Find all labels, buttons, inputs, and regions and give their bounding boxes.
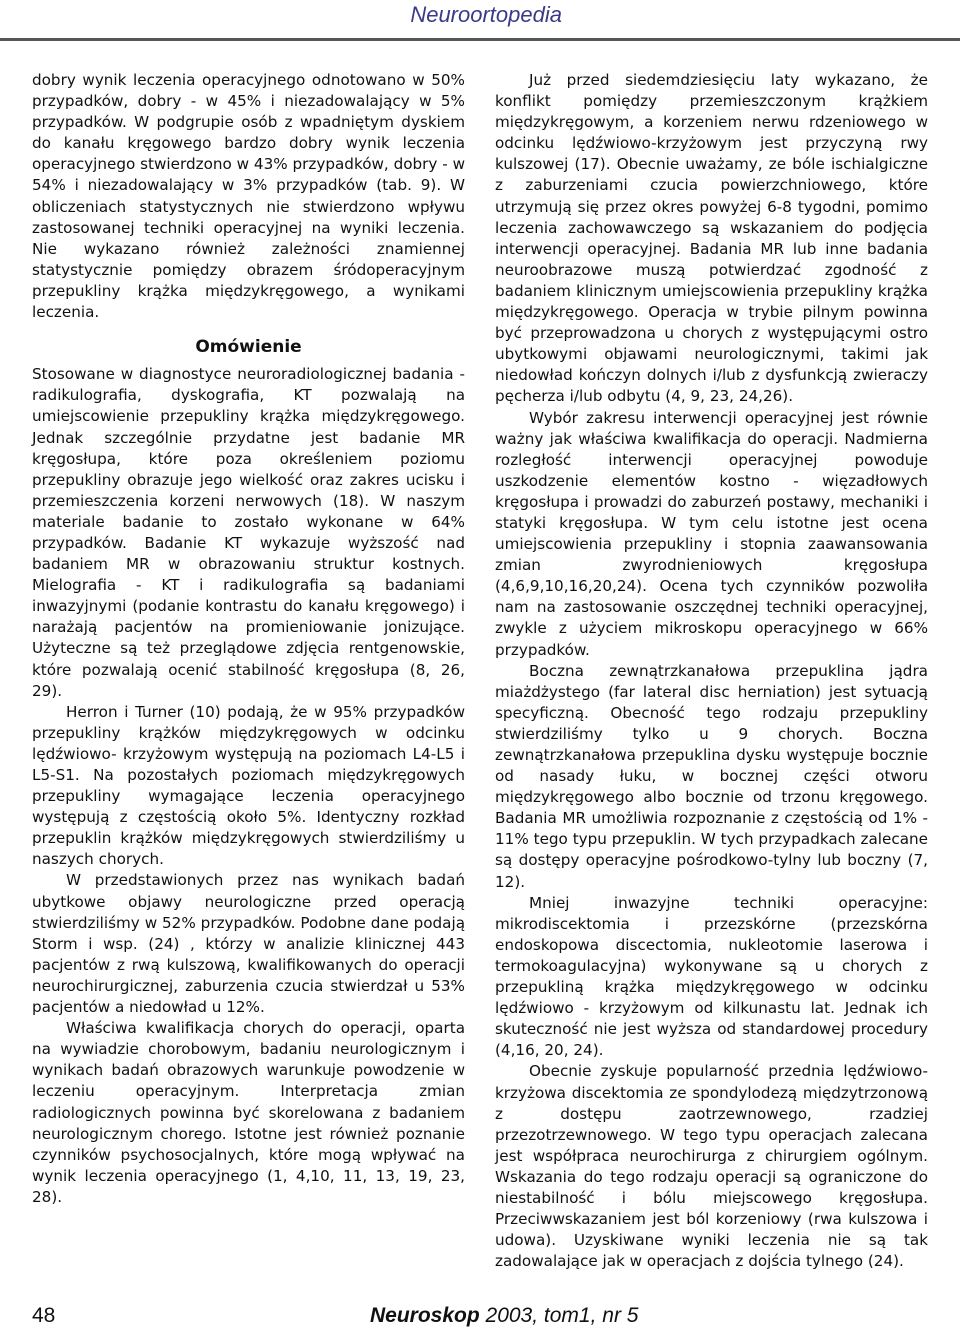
left-paragraph-1: dobry wynik leczenia operacyjnego odnotowano w 50% przypadków, dobry - w 45% i niezadowalający w 5% przypadków. W podgrupie osób z wpadniętym dyskiem do kanału kręgowego bardzo dobry wynik leczenia operacyjnego stwierdzono w 43% przypadków, dobry - w 54% i niezadowalający w 3% przypadków (tab. 9). W obliczeniach statystycznych nie stwierdzono wpływu zastosowanej techniki operacyjnej na wyniki leczenia. Nie wykazano również zależności znamiennej statystycznie pomiędzy obrazem śródoperacyjnym przepukliny krążka międzykręgowego, a wynikami leczenia. (32, 71, 465, 322)
left-paragraph-2: Stosowane w diagnostyce neuroradiologicznej badania - radikulografia, dyskografia, KT pozwalają na umiejscowienie przepukliny krążka międzykręgowego. Jednak szczególnie przydatne jest badanie MR kręgosłupa, które poza określeniem poziomu przepukliny obrazuje jego wielkość oraz zakres ucisku i przemieszczenia korzeni nerwowych (18). W naszym materiale badanie to zostało wykonane w 64% przypadków. Badanie KT wykazuje wyższość nad badaniem MR w obrazowaniu struktur kostnych. Mielografia - KT i radikulografia są badaniami inwazyjnymi (podanie kontrastu do kanału kręgowego) i narażają pacjentów na promieniowanie jonizujące. Użyteczne są też przeglądowe zdjęcia rentgenowskie, które pozwalają ocenić stabilność kręgosłupa (8, 26, 29). (32, 365, 465, 700)
page-number: 48 (32, 1304, 56, 1327)
header-rule (0, 38, 960, 41)
section-heading: Omówienie (195, 337, 302, 358)
right-paragraph-2: Wybór zakresu interwencji operacyjnej jest równie ważny jak właściwa kwalifikacja do operacji. Nadmierna rozległość interwencji operacyjnej powoduje uszkodzenie elementów kostno - więzadłowych kręgosłupa i prowadzi do zaburzeń postawy, mechaniki i statyki kręgosłupa. W tym celu istotne jest ocena umiejscowienia przepukliny i stopnia zaawansowania zmian zwyrodnieniowych kręgosłupa (4,6,9,10,16,20,24). Ocena tych czynników pozwoliła nam na zastosowanie oszczędnej techniki operacyjnej, zwykle z użyciem mikroskopu operacyjnego w 66% przypadków. (495, 408, 928, 659)
left-paragraph-5: Właściwa kwalifikacja chorych do operacji, oparta na wywiadzie chorobowym, badaniu neurologicznym i wynikach badań obrazowych warunkuje powodzenie w leczeniu operacyjnym. Interpretacja zmian radiologicznych powinna być skorelowana z badaniem neurologicznym chorego. Istotne jest również poznanie czynników psychosocjalnych, które mogą wpływać na wynik leczenia operacyjnego (1, 4,10, 11, 13, 19, 23, 28). (32, 1019, 465, 1206)
right-paragraph-3: Boczna zewnątrzkanałowa przepuklina jądra miażdżystego (far lateral disc herniation) jest sytuacją specyficzną. Obecność tego rodzaju przepukliny stwierdziliśmy tylko u 9 chorych. Boczna zewnątrzkanałowa przepuklina dysku występuje bocznie od nasady łuku, w bocznej części otworu międzykręgowego albo bocznie od trzonu kręgowego. Badania MR umożliwia rozpoznanie z częstością od 1% - 11% tego typu przepuklin. W tych przypadkach zalecane są dostępy operacyjne pośrodkowo-tylny lub boczny (7, 12). (495, 661, 928, 891)
right-paragraph-5: Obecnie zyskuje popularność przednia lędźwiowo-krzyżowa discektomia ze spondylodezą międzytrzonową z dostępu zaotrzewnowego, rzadziej przezotrzewnowego. W tego typu operacjach zalecana jest współpraca neurochirurga z chirurgiem ogólnym. Wskazania do tego rodzaju operacji są ograniczone do niestabilność i bólu miejscowego kręgosłupa. Przeciwwskazaniem jest ból korzeniowy (rwa kulszowa i udowa). Uzyskiwane wyniki leczenia nie są tak zadowalające jak w operacjach z dojścia tylnego (24). (495, 1062, 928, 1271)
left-column (32, 70, 465, 1208)
section-title: Neuroortopedia (410, 2, 562, 27)
journal-name: Neuroskop (370, 1304, 480, 1327)
right-paragraph-1: Już przed siedemdziesięciu laty wykazano, że konflikt pomiędzy przemieszczonym krążkiem międzykręgowym, a korzeniem nerwu rdzeniowego w odcinku lędźwiowo-krzyżowym jest przyczyną rwy kulszowej (17). Obecnie uważamy, ze bóle ischialgiczne z zaburzeniami czucia powierzchniowego, które utrzymują się przez okres powyżej 6-8 tygodni, pomimo leczenia zachowawczego są wskazaniem do podjęcia interwencji operacyjnej. Badania MR lub inne badania neuroobrazowe muszą potwierdzać zgodność z badaniem klinicznym umiejscowienia przepukliny krążka międzykręgowego. Operacja w trybie pilnym powinna być przeprowadzona u chorych z występującymi ostro ubytkowymi objawami neurologicznymi, takimi jak niedowład kończyn dolnych i/lub z dysfunkcją zwieraczy pęcherza i/lub odbytu (4, 9, 23, 24,26). (495, 71, 928, 406)
journal-citation (370, 1304, 638, 1328)
page-footer (0, 1300, 960, 1336)
left-paragraph-3: Herron i Turner (10) podają, że w 95% przypadków przepukliny krążków międzykręgowych w odcinku lędźwiowo- krzyżowym występują na poziomach L4-L5 i L5-S1. Na pozostałych poziomach międzykręgowych przepukliny wymagające leczenia operacyjnego występują z częstością około 5%. Identyczny rozkład przepuklin krążków międzykręgowych stwierdziliśmy u naszych chorych. (32, 702, 465, 869)
left-paragraph-4: W przedstawionych przez nas wynikach badań ubytkowe objawy neurologiczne przed operacją stwierdziliśmy w 52% przypadków. Podobne dane podają Storm i wsp. (24) , którzy w analizie klinicznej 443 pacjentów z rwą kulszową, kwalifikowanych do operacji neurochirurgicznej, zaburzenia czucia stwierdzał u 53% pacjentów a niedowład u 12%. (32, 871, 465, 1017)
right-column (495, 70, 928, 1272)
right-paragraph-4: Mniej inwazyjne techniki operacyjne: mikrodiscektomia i przezskórne (przezskórna endoskopowa discectomia, nukleotomie laserowa i termokoagulacyjna) wykonywane są u chorych z przepukliną krążka międzykręgowego w odcinku lędźwiowo - krzyżowym od kilkunastu lat. Jednak ich skuteczność nie jest wyższa od standardowej procedury (4,16, 20, 24). (495, 893, 928, 1060)
page-header (0, 0, 960, 38)
journal-issue: 2003, tom1, nr 5 (479, 1304, 639, 1327)
